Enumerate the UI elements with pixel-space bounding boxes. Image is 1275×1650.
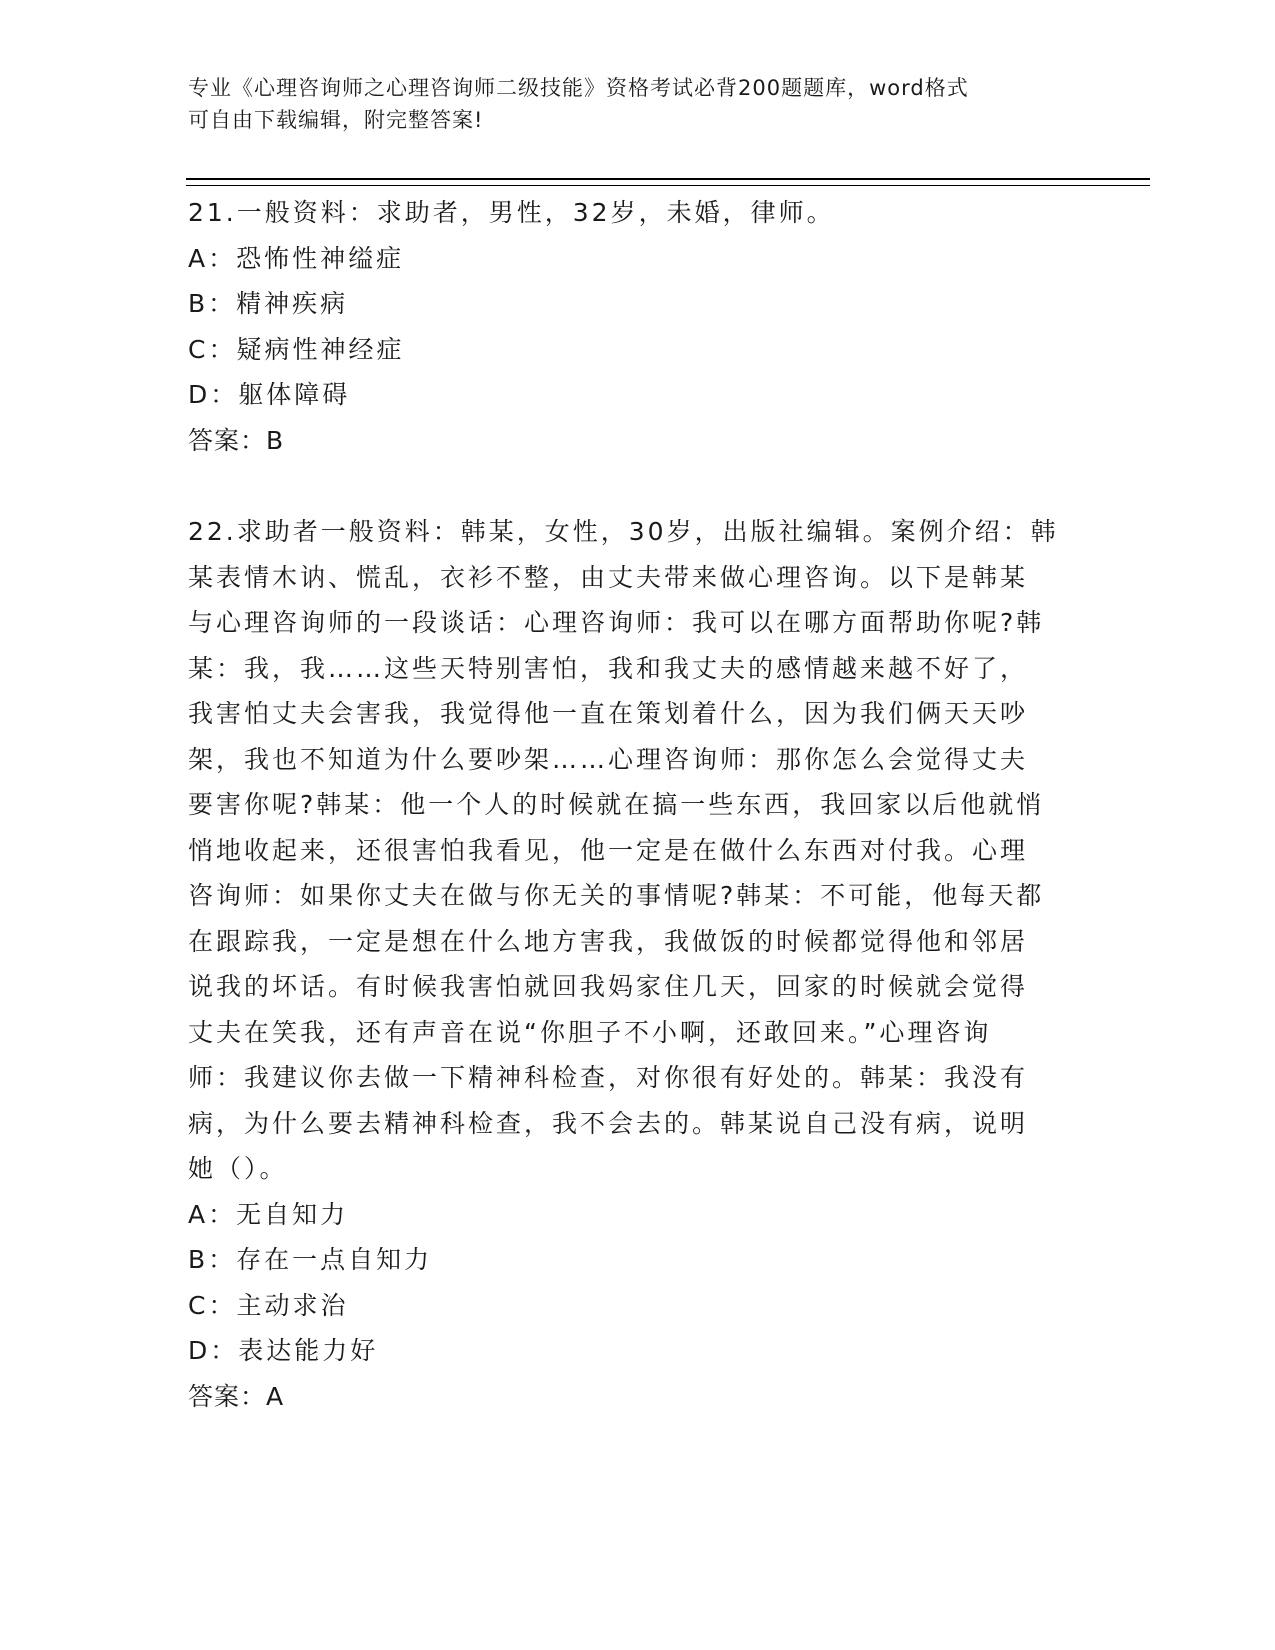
- question-stem-line: 病，为什么要去精神科检查，我不会去的。韩某说自己没有病，说明: [188, 1108, 1029, 1138]
- question-stem-line: 丈夫在笑我，还有声音在说“你胆子不小啊，还敢回来。”心理咨询: [188, 1017, 992, 1047]
- question-gap: [188, 463, 1088, 509]
- header-line-2: 可自由下载编辑，附完整答案!: [188, 108, 484, 132]
- question-stem-line: 在跟踪我，一定是想在什么地方害我，我做饭的时候都觉得他和邻居: [188, 926, 1029, 956]
- answer-line: 答案：A: [188, 1381, 285, 1411]
- option-a: A：无自知力: [188, 1199, 349, 1229]
- question-stem-line: 悄地收起来，还很害怕我看见，他一定是在做什么东西对付我。心理: [188, 835, 1029, 865]
- option-a: A：恐怖性神缢症: [188, 243, 405, 273]
- question-stem-line: 师：我建议你去做一下精神科检查，对你很有好处的。韩某：我没有: [188, 1063, 1029, 1092]
- question-stem-line: 某：我，我……这些天特别害怕，我和我丈夫的感情越来越不好了，: [188, 653, 1029, 683]
- question-stem-line: 咨询师：如果你丈夫在做与你无关的事情呢?韩某：不可能，他每天都: [188, 881, 1045, 910]
- option-b: B：精神疾病: [188, 289, 349, 318]
- question-stem-line: 说我的坏话。有时候我害怕就回我妈家住几天，回家的时候就会觉得: [188, 972, 1029, 1001]
- header-line-1: 专业《心理咨询师之心理咨询师二级技能》资格考试必背200题题库，word格式: [188, 76, 969, 100]
- question-stem-line: 她（）。: [188, 1154, 288, 1183]
- option-b: B：存在一点自知力: [188, 1245, 433, 1274]
- question-stem-line: 22.求助者一般资料：韩某，女性，30岁，出版社编辑。案例介绍：韩: [188, 517, 1059, 546]
- question-stem-line: 与心理咨询师的一段谈话：心理咨询师：我可以在哪方面帮助你呢?韩: [188, 608, 1045, 637]
- question-stem: 21.一般资料：求助者，男性，32岁，未婚，律师。: [188, 198, 835, 227]
- option-c: C：疑病性神经症: [188, 334, 405, 364]
- question-stem-line: 要害你呢?韩某：他一个人的时候就在搞一些东西，我回家以后他就悄: [188, 790, 1045, 819]
- question-21: [188, 190, 1088, 463]
- header-divider-thin: [186, 185, 1150, 186]
- option-d: D：表达能力好: [188, 1336, 379, 1365]
- document-header: [188, 72, 1068, 136]
- question-stem-line: 架，我也不知道为什么要吵架……心理咨询师：那你怎么会觉得丈夫: [188, 744, 1029, 774]
- question-22: [188, 509, 1088, 1419]
- question-stem-line: 某表情木讷、慌乱，衣衫不整，由丈夫带来做心理咨询。以下是韩某: [188, 562, 1029, 592]
- option-d: D：躯体障碍: [188, 380, 351, 409]
- answer-line: 答案：B: [188, 425, 285, 455]
- option-c: C：主动求治: [188, 1290, 349, 1320]
- header-divider-thick: [186, 178, 1150, 180]
- question-list: [188, 190, 1088, 1419]
- question-stem-line: 我害怕丈夫会害我，我觉得他一直在策划着什么，因为我们俩天天吵: [188, 699, 1029, 728]
